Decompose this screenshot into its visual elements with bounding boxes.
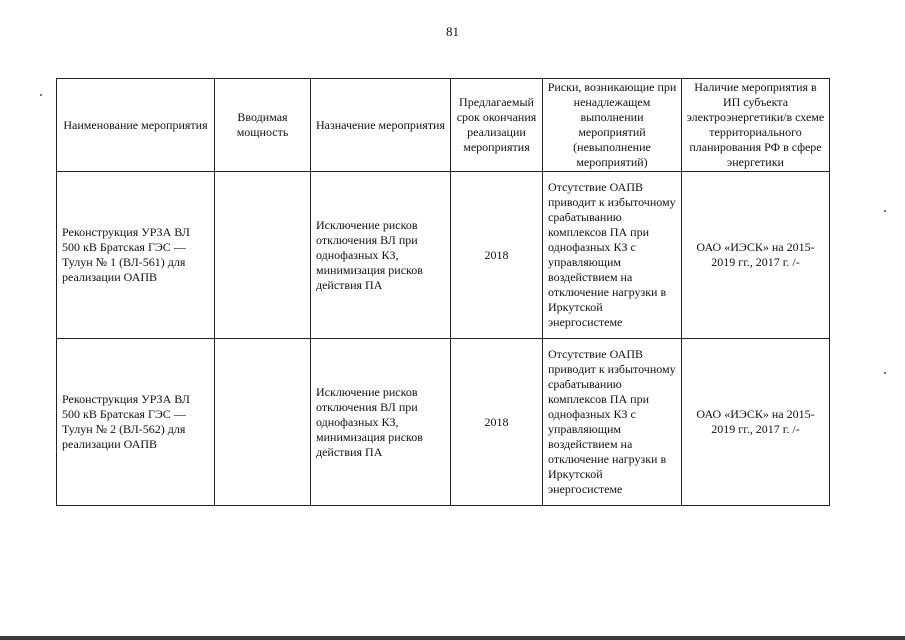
measures-table [56, 78, 830, 506]
scan-speck [40, 94, 42, 96]
cell-deadline: 2018 [451, 172, 543, 339]
scan-speck [884, 210, 886, 212]
header-deadline: Предлагаемый срок окончания реализации мероприятия [451, 79, 543, 172]
header-name: Наименование мероприятия [57, 79, 215, 172]
cell-program: ОАО «ИЭСК» на 2015-2019 гг., 2017 г. /- [682, 339, 830, 506]
cell-risks: Отсутствие ОАПВ приводит к избыточному срабатыванию комплексов ПА при однофазных КЗ с управляющим воздействием на отключение нагрузки в Иркутской энергосистеме [543, 339, 682, 506]
cell-name: Реконструкция УРЗА ВЛ 500 кВ Братская ГЭС — Тулун № 2 (ВЛ-562) для реализации ОАПВ [57, 339, 215, 506]
table-header-row [57, 79, 830, 172]
header-program: Наличие мероприятия в ИП субъекта электроэнергетики/в схеме территориального планирования РФ в сфере энергетики [682, 79, 830, 172]
cell-purpose: Исключение рисков отключения ВЛ при однофазных КЗ, минимизация рисков действия ПА [311, 172, 451, 339]
cell-risks: Отсутствие ОАПВ приводит к избыточному срабатыванию комплексов ПА при однофазных КЗ с управляющим воздействием на отключение нагрузки в Иркутской энергосистеме [543, 172, 682, 339]
page-number: 81 [446, 24, 459, 39]
header-purpose: Назначение мероприятия [311, 79, 451, 172]
header-power: Вводимая мощность [215, 79, 311, 172]
cell-power [215, 172, 311, 339]
scan-speck [884, 372, 886, 374]
cell-deadline: 2018 [451, 339, 543, 506]
cell-program: ОАО «ИЭСК» на 2015-2019 гг., 2017 г. /- [682, 172, 830, 339]
table-row [57, 339, 830, 506]
scan-edge-line [0, 636, 905, 640]
cell-purpose: Исключение рисков отключения ВЛ при однофазных КЗ, минимизация рисков действия ПА [311, 339, 451, 506]
header-risks: Риски, возникающие при ненадлежащем выполнении мероприятий (невыполнение мероприятий) [543, 79, 682, 172]
cell-power [215, 339, 311, 506]
cell-name: Реконструкция УРЗА ВЛ 500 кВ Братская ГЭС — Тулун № 1 (ВЛ-561) для реализации ОАПВ [57, 172, 215, 339]
table-row [57, 172, 830, 339]
